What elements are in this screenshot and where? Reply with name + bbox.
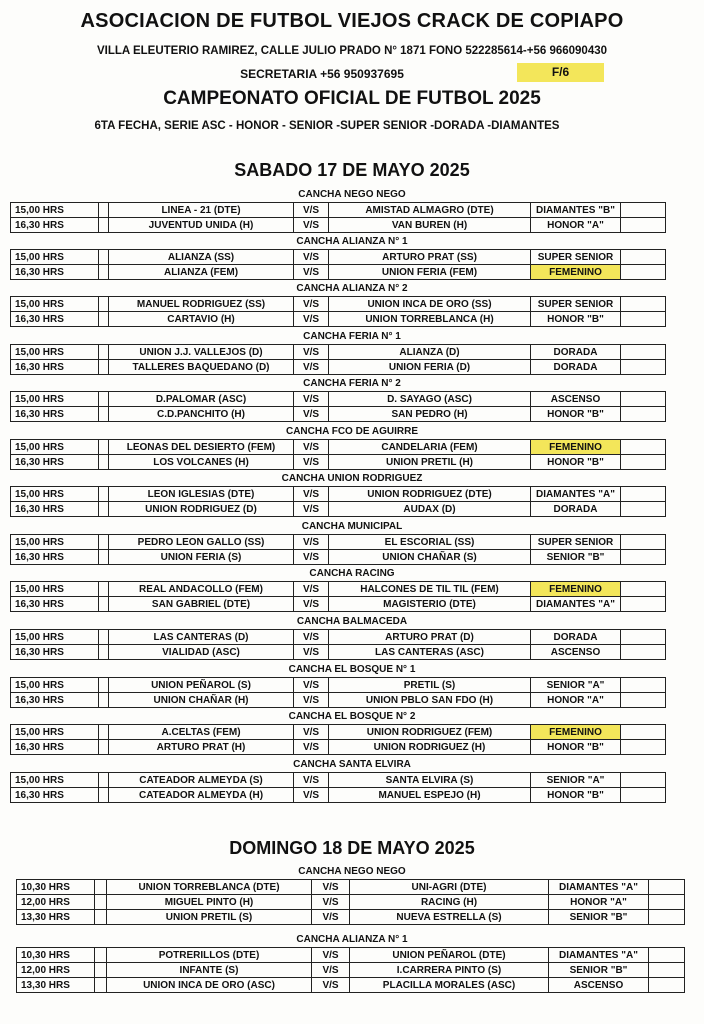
venue-name: CANCHA RACING — [309, 568, 395, 579]
category-cell: DIAMANTES "A" — [531, 597, 621, 612]
match-row — [11, 597, 666, 612]
away-team: I.CARRERA PINTO (S) — [350, 963, 549, 978]
category-cell: DORADA — [531, 502, 621, 517]
home-team: REAL ANDACOLLO (FEM) — [109, 582, 294, 597]
venue-name: CANCHA FERIA N° 2 — [303, 378, 401, 389]
match-time: 16,30 HRS — [11, 360, 99, 375]
match-row — [11, 345, 666, 360]
away-team: UNION RODRIGUEZ (DTE) — [329, 487, 531, 502]
match-time: 12,00 HRS — [17, 963, 95, 978]
category-cell: DIAMANTES "A" — [549, 948, 649, 963]
away-team: UNION INCA DE ORO (SS) — [329, 297, 531, 312]
match-row — [11, 218, 666, 233]
match-time: 16,30 HRS — [11, 312, 99, 327]
venue-name: CANCHA EL BOSQUE N° 2 — [288, 711, 416, 722]
home-team: LINEA - 21 (DTE) — [109, 203, 294, 218]
spacer-cell — [649, 978, 685, 993]
spacer-cell — [99, 597, 109, 612]
secretary-line: SECRETARIA +56 950937695 — [240, 67, 404, 81]
venue-name: CANCHA BALMACEDA — [296, 616, 408, 627]
championship-title: CAMPEONATO OFICIAL DE FUTBOL 2025 — [163, 88, 541, 109]
away-team: MANUEL ESPEJO (H) — [329, 788, 531, 803]
match-row — [11, 693, 666, 708]
vs-label: V/S — [312, 910, 350, 925]
vs-label: V/S — [294, 630, 329, 645]
venue-name: CANCHA MUNICIPAL — [301, 521, 403, 532]
home-team: UNION J.J. VALLEJOS (D) — [109, 345, 294, 360]
match-table — [10, 486, 666, 517]
away-team: PLACILLA MORALES (ASC) — [350, 978, 549, 993]
match-table — [10, 391, 666, 422]
match-table — [16, 947, 685, 993]
vs-label: V/S — [312, 880, 350, 895]
spacer-cell — [649, 895, 685, 910]
day-title: SABADO 17 DE MAYO 2025 — [234, 160, 470, 180]
match-row — [11, 678, 666, 693]
match-row — [11, 502, 666, 517]
spacer-cell — [95, 895, 107, 910]
match-table — [16, 879, 685, 925]
match-time: 15,00 HRS — [11, 773, 99, 788]
match-table — [10, 772, 666, 803]
category-cell: DIAMANTES "A" — [531, 487, 621, 502]
vs-label: V/S — [312, 963, 350, 978]
spacer-cell — [99, 645, 109, 660]
away-team: NUEVA ESTRELLA (S) — [350, 910, 549, 925]
match-table — [10, 629, 666, 660]
match-row — [11, 550, 666, 565]
venue-name: CANCHA ALIANZA N° 1 — [296, 236, 408, 247]
category-cell: FEMENINO — [531, 582, 621, 597]
away-team: AMISTAD ALMAGRO (DTE) — [329, 203, 531, 218]
category-cell: FEMENINO — [531, 265, 621, 280]
home-team: ALIANZA (SS) — [109, 250, 294, 265]
match-time: 16,30 HRS — [11, 693, 99, 708]
match-time: 15,00 HRS — [11, 630, 99, 645]
category-cell: DIAMANTES "A" — [549, 880, 649, 895]
category-cell: HONOR "A" — [531, 693, 621, 708]
spacer-cell — [99, 312, 109, 327]
home-team: SAN GABRIEL (DTE) — [109, 597, 294, 612]
away-team: ARTURO PRAT (D) — [329, 630, 531, 645]
home-team: CATEADOR ALMEYDA (S) — [109, 773, 294, 788]
vs-label: V/S — [294, 678, 329, 693]
match-row — [17, 963, 685, 978]
category-cell: HONOR "B" — [531, 788, 621, 803]
away-team: HALCONES DE TIL TIL (FEM) — [329, 582, 531, 597]
match-table — [10, 249, 666, 280]
away-team: UNI-AGRI (DTE) — [350, 880, 549, 895]
match-time: 10,30 HRS — [17, 880, 95, 895]
spacer-cell — [95, 978, 107, 993]
vs-label: V/S — [294, 645, 329, 660]
home-team: UNION FERIA (S) — [109, 550, 294, 565]
home-team: UNION CHAÑAR (H) — [109, 693, 294, 708]
match-row — [11, 250, 666, 265]
away-team: UNION PEÑAROL (DTE) — [350, 948, 549, 963]
category-cell: SENIOR "B" — [549, 963, 649, 978]
match-row — [11, 645, 666, 660]
vs-label: V/S — [312, 895, 350, 910]
vs-label: V/S — [294, 250, 329, 265]
spacer-cell — [649, 910, 685, 925]
match-row — [11, 788, 666, 803]
home-team: ARTURO PRAT (H) — [109, 740, 294, 755]
spacer-cell — [621, 740, 666, 755]
spacer-cell — [99, 250, 109, 265]
home-team: UNION TORREBLANCA (DTE) — [107, 880, 312, 895]
away-team: EL ESCORIAL (SS) — [329, 535, 531, 550]
away-team: UNION CHAÑAR (S) — [329, 550, 531, 565]
match-row — [11, 725, 666, 740]
match-time: 15,00 HRS — [11, 440, 99, 455]
home-team: LOS VOLCANES (H) — [109, 455, 294, 470]
spacer-cell — [99, 345, 109, 360]
away-team: ARTURO PRAT (SS) — [329, 250, 531, 265]
home-team: UNION INCA DE ORO (ASC) — [107, 978, 312, 993]
spacer-cell — [621, 502, 666, 517]
home-team: LEONAS DEL DESIERTO (FEM) — [109, 440, 294, 455]
home-team: MIGUEL PINTO (H) — [107, 895, 312, 910]
match-row — [11, 773, 666, 788]
venue-name: CANCHA SANTA ELVIRA — [293, 759, 411, 770]
category-cell: HONOR "B" — [531, 455, 621, 470]
match-row — [11, 392, 666, 407]
home-team: UNION PEÑAROL (S) — [109, 678, 294, 693]
match-table — [10, 344, 666, 375]
match-time: 13,30 HRS — [17, 978, 95, 993]
home-team: MANUEL RODRIGUEZ (SS) — [109, 297, 294, 312]
spacer-cell — [621, 218, 666, 233]
vs-label: V/S — [312, 948, 350, 963]
match-time: 16,30 HRS — [11, 550, 99, 565]
match-row — [17, 895, 685, 910]
match-row — [17, 978, 685, 993]
category-cell: HONOR "B" — [531, 312, 621, 327]
match-time: 15,00 HRS — [11, 487, 99, 502]
home-team: CARTAVIO (H) — [109, 312, 294, 327]
vs-label: V/S — [294, 218, 329, 233]
match-time: 15,00 HRS — [11, 345, 99, 360]
vs-label: V/S — [294, 725, 329, 740]
home-team: TALLERES BAQUEDANO (D) — [109, 360, 294, 375]
home-team: VIALIDAD (ASC) — [109, 645, 294, 660]
spacer-cell — [621, 773, 666, 788]
away-team: AUDAX (D) — [329, 502, 531, 517]
spacer-cell — [621, 582, 666, 597]
match-row — [11, 582, 666, 597]
match-table — [10, 677, 666, 708]
match-row — [11, 203, 666, 218]
away-team: UNION RODRIGUEZ (FEM) — [329, 725, 531, 740]
spacer-cell — [621, 788, 666, 803]
match-table — [10, 202, 666, 233]
spacer-cell — [621, 392, 666, 407]
home-team: ALIANZA (FEM) — [109, 265, 294, 280]
spacer-cell — [621, 345, 666, 360]
spacer-cell — [99, 582, 109, 597]
spacer-cell — [99, 788, 109, 803]
match-row — [11, 740, 666, 755]
spacer-cell — [99, 550, 109, 565]
category-cell: DORADA — [531, 360, 621, 375]
home-team: LAS CANTERAS (D) — [109, 630, 294, 645]
spacer-cell — [621, 535, 666, 550]
vs-label: V/S — [294, 297, 329, 312]
home-team: A.CELTAS (FEM) — [109, 725, 294, 740]
vs-label: V/S — [294, 360, 329, 375]
spacer-cell — [99, 535, 109, 550]
spacer-cell — [621, 487, 666, 502]
spacer-cell — [621, 630, 666, 645]
match-time: 16,30 HRS — [11, 645, 99, 660]
venue-name: CANCHA FERIA N° 1 — [303, 331, 401, 342]
match-time: 16,30 HRS — [11, 502, 99, 517]
match-table — [10, 439, 666, 470]
vs-label: V/S — [294, 502, 329, 517]
spacer-cell — [99, 630, 109, 645]
category-cell: FEMENINO — [531, 725, 621, 740]
vs-label: V/S — [294, 265, 329, 280]
category-cell: ASCENSO — [531, 645, 621, 660]
spacer-cell — [99, 360, 109, 375]
away-team: UNION PRETIL (H) — [329, 455, 531, 470]
home-team: UNION RODRIGUEZ (D) — [109, 502, 294, 517]
match-row — [11, 312, 666, 327]
vs-label: V/S — [294, 345, 329, 360]
away-team: VAN BUREN (H) — [329, 218, 531, 233]
spacer-cell — [649, 963, 685, 978]
match-time: 16,30 HRS — [11, 218, 99, 233]
spacer-cell — [99, 440, 109, 455]
home-team: POTRERILLOS (DTE) — [107, 948, 312, 963]
match-time: 15,00 HRS — [11, 725, 99, 740]
vs-label: V/S — [294, 455, 329, 470]
home-team: PEDRO LEON GALLO (SS) — [109, 535, 294, 550]
vs-label: V/S — [294, 550, 329, 565]
away-team: ALIANZA (D) — [329, 345, 531, 360]
vs-label: V/S — [294, 407, 329, 422]
home-team: C.D.PANCHITO (H) — [109, 407, 294, 422]
category-cell: DIAMANTES "B" — [531, 203, 621, 218]
home-team: CATEADOR ALMEYDA (H) — [109, 788, 294, 803]
match-row — [11, 265, 666, 280]
match-time: 15,00 HRS — [11, 392, 99, 407]
vs-label: V/S — [294, 597, 329, 612]
match-time: 13,30 HRS — [17, 910, 95, 925]
spacer-cell — [649, 948, 685, 963]
venue-name: CANCHA FCO DE AGUIRRE — [285, 426, 419, 437]
match-time: 15,00 HRS — [11, 535, 99, 550]
match-row — [11, 297, 666, 312]
vs-label: V/S — [294, 740, 329, 755]
category-cell: DORADA — [531, 630, 621, 645]
spacer-cell — [99, 203, 109, 218]
match-time: 15,00 HRS — [11, 297, 99, 312]
spacer-cell — [621, 297, 666, 312]
spacer-cell — [621, 550, 666, 565]
category-cell: DORADA — [531, 345, 621, 360]
match-time: 15,00 HRS — [11, 203, 99, 218]
spacer-cell — [99, 265, 109, 280]
match-table — [10, 296, 666, 327]
match-row — [11, 535, 666, 550]
match-time: 12,00 HRS — [17, 895, 95, 910]
away-team: UNION FERIA (FEM) — [329, 265, 531, 280]
vs-label: V/S — [294, 788, 329, 803]
match-row — [17, 948, 685, 963]
category-cell: FEMENINO — [531, 440, 621, 455]
fecha-badge: F/6 — [517, 63, 604, 82]
vs-label: V/S — [294, 440, 329, 455]
spacer-cell — [621, 250, 666, 265]
spacer-cell — [99, 392, 109, 407]
match-row — [11, 455, 666, 470]
spacer-cell — [99, 678, 109, 693]
away-team: SANTA ELVIRA (S) — [329, 773, 531, 788]
match-time: 15,00 HRS — [11, 678, 99, 693]
category-cell: SUPER SENIOR — [531, 297, 621, 312]
home-team: LEON IGLESIAS (DTE) — [109, 487, 294, 502]
category-cell: SENIOR "A" — [531, 773, 621, 788]
spacer-cell — [621, 312, 666, 327]
away-team: UNION RODRIGUEZ (H) — [329, 740, 531, 755]
vs-label: V/S — [294, 487, 329, 502]
spacer-cell — [99, 693, 109, 708]
match-row — [11, 440, 666, 455]
match-time: 15,00 HRS — [11, 250, 99, 265]
spacer-cell — [99, 455, 109, 470]
spacer-cell — [621, 678, 666, 693]
category-cell: SENIOR "A" — [531, 678, 621, 693]
category-cell: SUPER SENIOR — [531, 250, 621, 265]
match-row — [11, 487, 666, 502]
spacer-cell — [621, 455, 666, 470]
category-cell: HONOR "A" — [531, 218, 621, 233]
spacer-cell — [621, 203, 666, 218]
spacer-cell — [621, 360, 666, 375]
away-team: CANDELARIA (FEM) — [329, 440, 531, 455]
spacer-cell — [99, 740, 109, 755]
spacer-cell — [99, 502, 109, 517]
match-table — [10, 724, 666, 755]
vs-label: V/S — [294, 312, 329, 327]
category-cell: SUPER SENIOR — [531, 535, 621, 550]
spacer-cell — [621, 265, 666, 280]
away-team: LAS CANTERAS (ASC) — [329, 645, 531, 660]
home-team: D.PALOMAR (ASC) — [109, 392, 294, 407]
vs-label: V/S — [294, 693, 329, 708]
spacer-cell — [621, 725, 666, 740]
match-table — [10, 534, 666, 565]
away-team: UNION PBLO SAN FDO (H) — [329, 693, 531, 708]
match-row — [11, 360, 666, 375]
venue-name: CANCHA NEGO NEGO — [298, 866, 406, 877]
org-title: ASOCIACION DE FUTBOL VIEJOS CRACK DE COPIAPO — [80, 10, 624, 32]
spacer-cell — [621, 645, 666, 660]
away-team: SAN PEDRO (H) — [329, 407, 531, 422]
match-time: 15,00 HRS — [11, 582, 99, 597]
vs-label: V/S — [312, 978, 350, 993]
spacer-cell — [99, 407, 109, 422]
spacer-cell — [621, 440, 666, 455]
spacer-cell — [621, 597, 666, 612]
spacer-cell — [95, 880, 107, 895]
category-cell: SENIOR "B" — [531, 550, 621, 565]
spacer-cell — [95, 963, 107, 978]
venue-name: CANCHA ALIANZA N° 1 — [296, 934, 408, 945]
match-time: 16,30 HRS — [11, 265, 99, 280]
venue-name: CANCHA NEGO NEGO — [298, 189, 406, 200]
category-cell: SENIOR "B" — [549, 910, 649, 925]
address-line: VILLA ELEUTERIO RAMIREZ, CALLE JULIO PRADO N° 1871 FONO 522285614-+56 966090430 — [96, 45, 608, 57]
category-cell: HONOR "A" — [549, 895, 649, 910]
spacer-cell — [99, 297, 109, 312]
match-time: 16,30 HRS — [11, 740, 99, 755]
series-line: 6TA FECHA, SERIE ASC - HONOR - SENIOR -SUPER SENIOR -DORADA -DIAMANTES — [94, 120, 560, 132]
away-team: PRETIL (S) — [329, 678, 531, 693]
away-team: D. SAYAGO (ASC) — [329, 392, 531, 407]
spacer-cell — [99, 725, 109, 740]
match-time: 16,30 HRS — [11, 788, 99, 803]
spacer-cell — [99, 773, 109, 788]
spacer-cell — [95, 910, 107, 925]
match-time: 16,30 HRS — [11, 597, 99, 612]
vs-label: V/S — [294, 203, 329, 218]
match-table — [10, 581, 666, 612]
home-team: INFANTE (S) — [107, 963, 312, 978]
spacer-cell — [99, 487, 109, 502]
spacer-cell — [99, 218, 109, 233]
away-team: UNION FERIA (D) — [329, 360, 531, 375]
away-team: UNION TORREBLANCA (H) — [329, 312, 531, 327]
spacer-cell — [621, 407, 666, 422]
home-team: UNION PRETIL (S) — [107, 910, 312, 925]
match-time: 16,30 HRS — [11, 455, 99, 470]
venue-name: CANCHA EL BOSQUE N° 1 — [288, 664, 416, 675]
match-time: 10,30 HRS — [17, 948, 95, 963]
match-time: 16,30 HRS — [11, 407, 99, 422]
vs-label: V/S — [294, 535, 329, 550]
category-cell: HONOR "B" — [531, 740, 621, 755]
vs-label: V/S — [294, 773, 329, 788]
category-cell: HONOR "B" — [531, 407, 621, 422]
category-cell: ASCENSO — [549, 978, 649, 993]
spacer-cell — [621, 693, 666, 708]
away-team: RACING (H) — [350, 895, 549, 910]
match-row — [11, 407, 666, 422]
vs-label: V/S — [294, 392, 329, 407]
match-row — [17, 910, 685, 925]
spacer-cell — [95, 948, 107, 963]
spacer-cell — [649, 880, 685, 895]
match-row — [17, 880, 685, 895]
day-title: DOMINGO 18 DE MAYO 2025 — [229, 838, 475, 858]
venue-name: CANCHA UNION RODRIGUEZ — [281, 473, 423, 484]
away-team: MAGISTERIO (DTE) — [329, 597, 531, 612]
category-cell: ASCENSO — [531, 392, 621, 407]
venue-name: CANCHA ALIANZA N° 2 — [296, 283, 408, 294]
home-team: JUVENTUD UNIDA (H) — [109, 218, 294, 233]
match-row — [11, 630, 666, 645]
vs-label: V/S — [294, 582, 329, 597]
